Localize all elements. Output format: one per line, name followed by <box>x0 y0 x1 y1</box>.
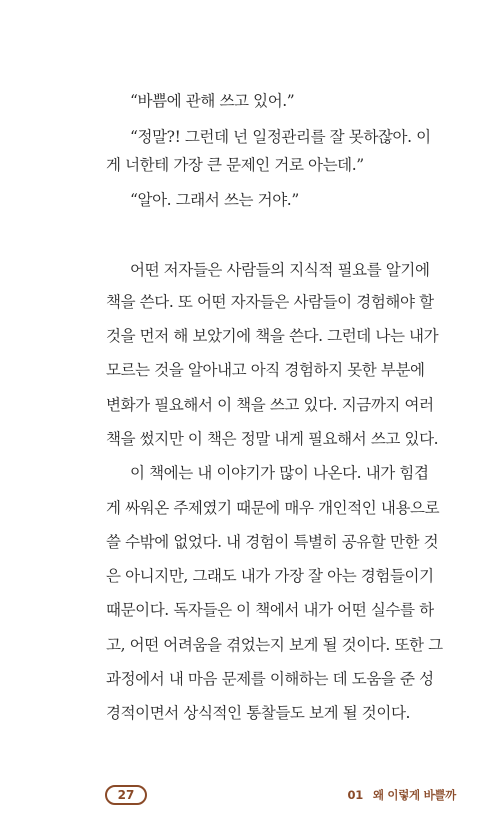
paragraph-line: 이 책에는 내 이야기가 많이 나온다. 내가 힘겹 <box>130 464 429 482</box>
paragraph-line: 모르는 것을 알아내고 아직 경험하지 못한 부분에 <box>106 361 425 379</box>
dialogue-line: “바쁨에 관해 쓰고 있어.” <box>130 92 295 110</box>
paragraph-line: 것을 먼저 해 보았기에 책을 쓴다. 그런데 나는 내가 <box>106 327 439 345</box>
paragraph-line: 게 싸워온 주제였기 때문에 매우 개인적인 내용으로 <box>106 499 440 517</box>
paragraph-line: 쓸 수밖에 없었다. 내 경험이 특별히 공유할 만한 것 <box>106 533 439 551</box>
page-number: 27 <box>105 785 147 805</box>
paragraph-line: 은 아니지만, 그래도 내가 가장 잘 아는 경험들이기 <box>106 567 434 585</box>
chapter-running-head <box>348 787 456 803</box>
paragraph-line: 책을 쓴다. 또 어떤 자자들은 사람들이 경험해야 할 <box>106 293 434 311</box>
chapter-number: 01 <box>347 788 363 802</box>
paragraph-line: 고, 어떤 어려움을 겪었는지 보게 될 것이다. 또한 그 <box>106 636 443 654</box>
dialogue-line: “정말?! 그런데 넌 일정관리를 잘 못하잖아. 이 <box>130 128 431 146</box>
paragraph-line: 때문이다. 독자들은 이 책에서 내가 어떤 실수를 하 <box>106 601 434 619</box>
paragraph-line: 변화가 필요해서 이 책을 쓰고 있다. 지금까지 여러 <box>106 396 434 414</box>
chapter-title: 왜 이렇게 바쁠까 <box>372 788 456 802</box>
dialogue-line: “알아. 그래서 쓰는 거야.” <box>130 191 299 209</box>
paragraph-line: 어떤 저자들은 사람들의 지식적 필요를 알기에 <box>130 261 430 279</box>
dialogue-line: 게 너한테 가장 큰 문제인 거로 아는데.” <box>106 156 364 174</box>
paragraph-line: 책을 썼지만 이 책은 정말 내게 필요해서 쓰고 있다. <box>106 430 439 448</box>
paragraph-line: 경적이면서 상식적인 통찰들도 보게 될 것이다. <box>106 704 411 722</box>
paragraph-line: 과정에서 내 마음 문제를 이해하는 데 도움을 준 성 <box>106 670 434 688</box>
